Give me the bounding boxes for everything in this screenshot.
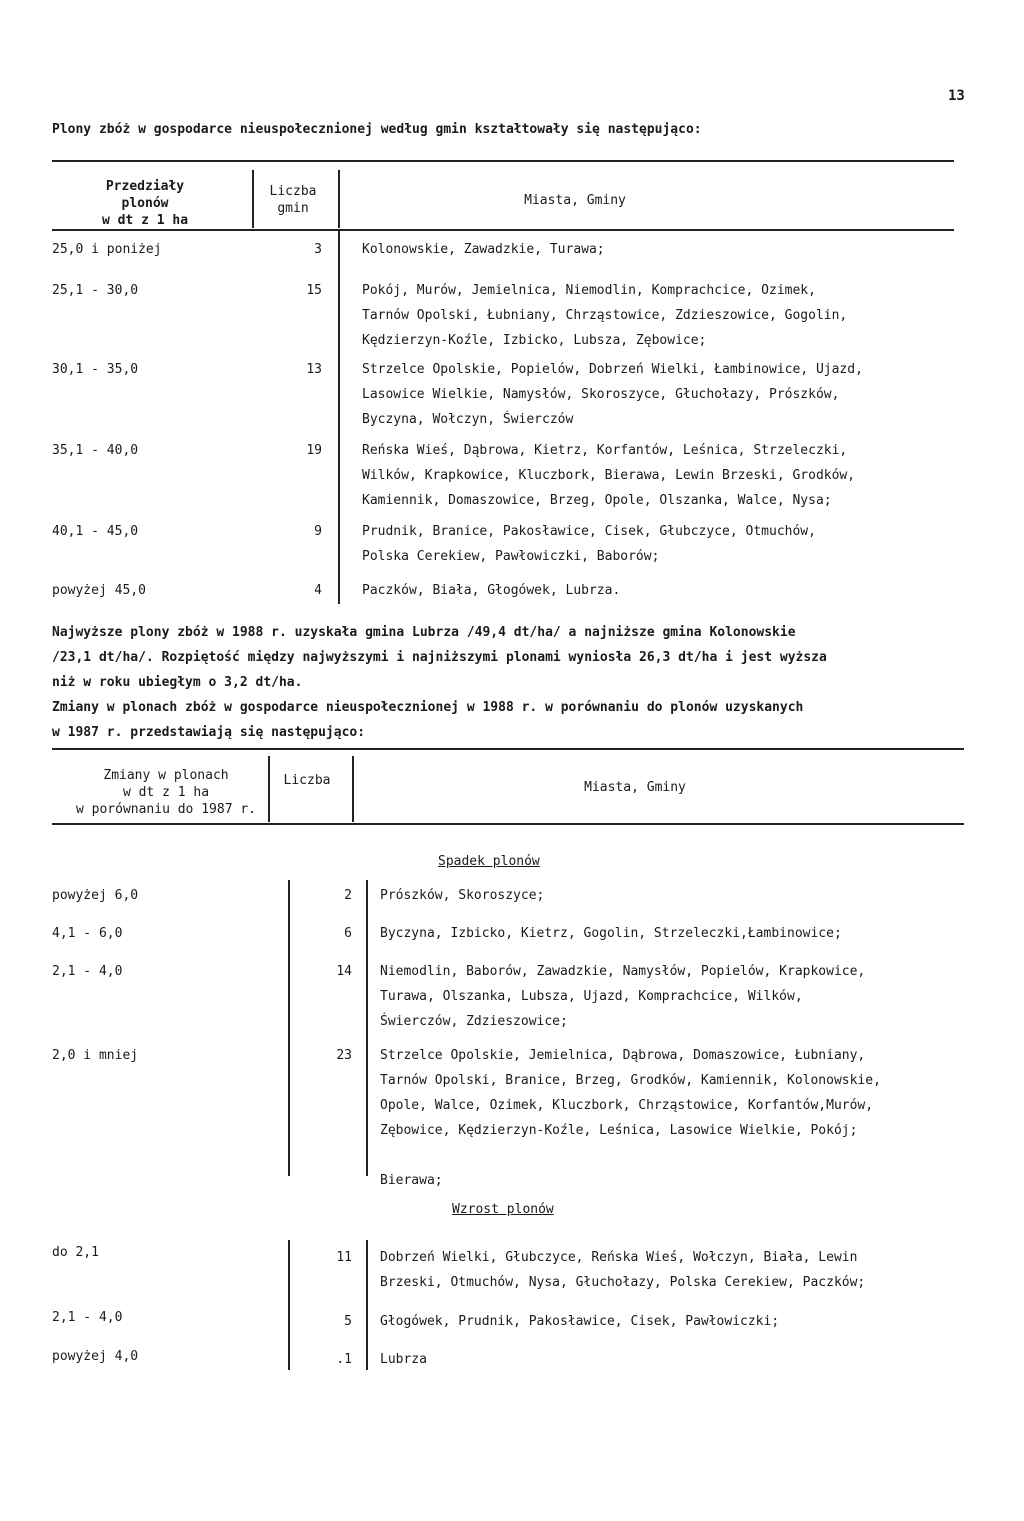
- increase-row-count: 11: [336, 1250, 352, 1265]
- table-1-header-ranges: Przedziały plonów w dt z 1 ha: [101, 179, 189, 228]
- intro-text: Plony zbóż w gospodarce nieuspołecznionej według gmin kształtowały się następująco:: [52, 122, 702, 137]
- table-1-row-count: 15: [306, 283, 322, 298]
- page-number: 13: [948, 88, 965, 104]
- decline-divider-2: [366, 880, 368, 1176]
- decline-row-count: 23: [336, 1048, 352, 1063]
- increase-row-towns: Dobrzeń Wielki, Głubczyce, Reńska Wieś, Wołczyn, Biała, Lewin Brzeski, Otmuchów, Nysa, Głuchołazy, Polska Cerekiew, Paczków;: [380, 1250, 866, 1290]
- increase-row-towns: Lubrza: [380, 1352, 427, 1367]
- table-1-row-towns: Strzelce Opolskie, Popielów, Dobrzeń Wielki, Łambinowice, Ujazd, Lasowice Wielkie, Namysłów, Skoroszyce, Głuchołazy, Prószków, Byczyna, Wołczyn, Świerczów: [362, 362, 863, 427]
- table-1-top-rule: [52, 160, 954, 162]
- table-1-row-range: 25,1 - 30,0: [52, 283, 139, 298]
- table-2-header-towns: Miasta, Gminy: [584, 780, 686, 795]
- decline-row-towns: Strzelce Opolskie, Jemielnica, Dąbrowa, Domaszowice, Łubniany, Tarnów Opolski, Branice, Brzeg, Grodków, Kamiennik, Kolonowskie, Opole, Walce, Ozimek, Kluczbork, Chrząstowice, Korfantów,Murów, Zębowice, Kędzierzyn-Koźle, Leśnica, Lasowice Wielkie, Pokój; Bierawa;: [380, 1048, 881, 1188]
- decline-row-range: 2,1 - 4,0: [52, 964, 123, 979]
- table-2-header-count: Liczba: [283, 773, 331, 788]
- table-1-header-rule: [52, 229, 954, 231]
- table-1-header-divider-2: [338, 170, 340, 228]
- table-1-header-count: Liczba gmin: [269, 184, 317, 216]
- decline-row-count: 14: [336, 964, 352, 979]
- table-2-header-rule: [52, 823, 964, 825]
- table-1-row-towns: Paczków, Biała, Głogówek, Lubrza.: [362, 583, 621, 598]
- increase-row-range: do 2,1: [52, 1245, 99, 1260]
- table-1-header-towns: Miasta, Gminy: [524, 193, 626, 208]
- increase-row-count: 5: [344, 1314, 352, 1329]
- table-1-row-towns: Kolonowskie, Zawadzkie, Turawa;: [362, 242, 605, 257]
- decline-row-towns: Niemodlin, Baborów, Zawadzkie, Namysłów, Popielów, Krapkowice, Turawa, Olszanka, Lubsza, Ujazd, Komprachcice, Wilków, Świerczów, Zdzieszowice;: [380, 964, 866, 1029]
- decline-row-towns: Byczyna, Izbicko, Kietrz, Gogolin, Strzeleczki,Łambinowice;: [380, 926, 842, 941]
- table-1-row-range: 35,1 - 40,0: [52, 443, 139, 458]
- table-1-row-count: 4: [314, 583, 322, 598]
- decline-row-count: 6: [344, 926, 352, 941]
- table-1-row-range: 40,1 - 45,0: [52, 524, 139, 539]
- table-2-header-changes: Zmiany w plonach w dt z 1 ha w porównaniu do 1987 r.: [75, 768, 256, 817]
- summary-paragraph: Najwyższe plony zbóż w 1988 r. uzyskała gmina Lubrza /49,4 dt/ha/ a najniższe gmina Kolonowskie /23,1 dt/ha/. Rozpiętość między najwyższymi i najniższymi plonami wyniosła 26,3 dt/ha i jest wyższa niż w roku ubiegłym o 3,2 dt/ha. Zmiany w plonach zbóż w gospodarce nieuspołecznionej w 1988 r. w porównaniu do plonów uzyskanych w 1987 r. przedstawiają się następująco:: [52, 625, 827, 740]
- table-1-row-towns: Pokój, Murów, Jemielnica, Niemodlin, Komprachcice, Ozimek, Tarnów Opolski, Łubniany, Chrząstowice, Zdzieszowice, Gogolin, Kędzierzyn-Koźle, Izbicko, Lubsza, Zębowice;: [362, 283, 848, 348]
- table-1-row-count: 13: [306, 362, 322, 377]
- table-1-row-count: 19: [306, 443, 322, 458]
- table-1-row-range: powyżej 45,0: [52, 583, 146, 598]
- decline-row-count: 2: [344, 888, 352, 903]
- increase-row-range: 2,1 - 4,0: [52, 1310, 123, 1325]
- increase-divider-1: [288, 1240, 290, 1370]
- decline-section-title: Spadek plonów: [438, 854, 540, 869]
- table-1-row-count: 9: [314, 524, 322, 539]
- increase-section-title: Wzrost plonów: [452, 1202, 554, 1217]
- increase-row-towns: Głogówek, Prudnik, Pakosławice, Cisek, Pawłowiczki;: [380, 1314, 780, 1329]
- table-1-row-towns: Reńska Wieś, Dąbrowa, Kietrz, Korfantów, Leśnica, Strzeleczki, Wilków, Krapkowice, Kluczbork, Bierawa, Lewin Brzeski, Grodków, Kamiennik, Domaszowice, Brzeg, Opole, Olszanka, Walce, Nysa;: [362, 443, 856, 508]
- table-1-row-count: 3: [314, 242, 322, 257]
- decline-row-range: powyżej 6,0: [52, 888, 139, 903]
- decline-row-range: 2,0 i mniej: [52, 1048, 139, 1063]
- table-1-row-range: 25,0 i poniżej: [52, 242, 162, 257]
- decline-divider-1: [288, 880, 290, 1176]
- decline-row-towns: Prószków, Skoroszyce;: [380, 888, 545, 903]
- increase-row-count: .1: [336, 1352, 352, 1367]
- table-1-body-divider: [338, 230, 340, 604]
- table-2-top-rule: [52, 748, 964, 750]
- table-1-row-range: 30,1 - 35,0: [52, 362, 139, 377]
- table-2-header-divider-1: [268, 756, 270, 822]
- table-2-header-divider-2: [352, 756, 354, 822]
- decline-row-range: 4,1 - 6,0: [52, 926, 123, 941]
- table-1-row-towns: Prudnik, Branice, Pakosławice, Cisek, Głubczyce, Otmuchów, Polska Cerekiew, Pawłowiczki, Baborów;: [362, 524, 816, 564]
- increase-divider-2: [366, 1240, 368, 1370]
- table-1-header-divider-1: [252, 170, 254, 228]
- increase-row-range: powyżej 4,0: [52, 1349, 139, 1364]
